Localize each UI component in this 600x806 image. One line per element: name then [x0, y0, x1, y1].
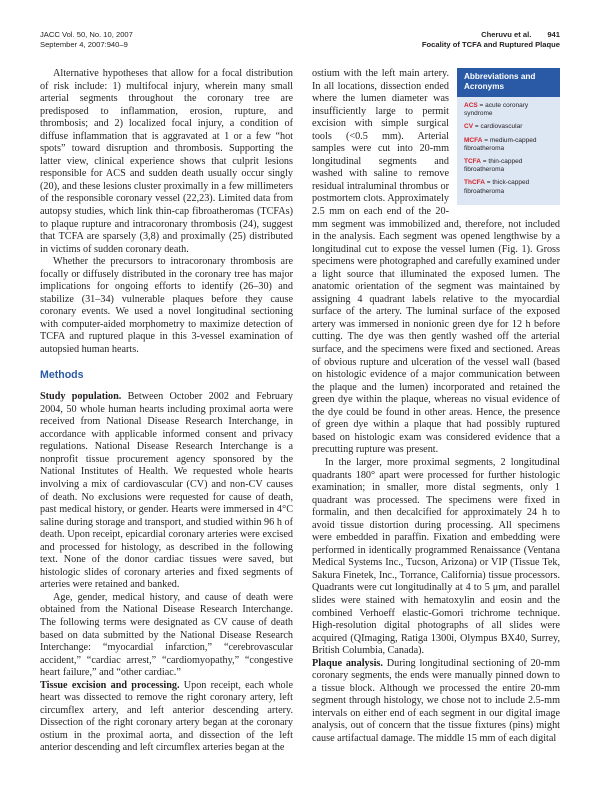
right-column [312, 68, 560, 746]
abbreviation-definition: = thin-capped fibroatheroma [464, 158, 523, 174]
paragraph-plaque-analysis [312, 658, 560, 746]
paragraph-larger-segments: In the larger, more proximal segments, 2 longitudinal quadrants 180° apart were processed for further histologic examination; in smaller, more distal segments, only 1 quadrant was processed. The specimens were fixed in formalin, and then decalcified for approximately 24 h to avoid tissue distortion during processing. All specimens were embedded in paraffin. Fixation and embedding were performed in identically programmed Renaissance (Ventana Medical Systems Inc., Tucson, Arizona) or VIP (Tissue Tek, Sakura Finetek, Inc., Torrance, California) tissue processors. Quadrants were cut longitudinally at 4 to 5 μm, and parallel slides were stained with hematoxylin and eosin and the combined Verhoeff elastic-Gomori trichrome technique. High-resolution digital photographs of all slides were acquired (QImaging, Ratiga 1300i, Olympus BX40, Surrey, British Columbia, Canada). [312, 456, 560, 657]
journal-volume: JACC Vol. 50, No. 10, 2007 [40, 30, 133, 39]
abbreviations-list [457, 97, 560, 205]
runin-tissue-excision: Tissue excision and processing. [40, 679, 180, 691]
article-info [422, 30, 560, 49]
abbreviation-definition: = cardiovascular [474, 123, 523, 131]
abbreviation-item [464, 179, 554, 195]
left-column [40, 68, 293, 755]
abbreviation-term: CV [464, 123, 474, 131]
abbreviation-item [464, 102, 554, 118]
abbreviation-term: ThCFA [464, 179, 485, 187]
abbreviation-item [464, 123, 554, 131]
plaque-analysis-text: During longitudinal sectioning of 20-mm coronary segments, the ends were manually pinned down to a tissue block. Although we processed the entire 20-mm segment through histology, we chose not to include 2.5-mm intervals on either end of each segment in our digital image analysis, out of concern that the tissue fixtures (pins) might cause artifactual damage. The middle 15 mm of each digital [312, 657, 560, 744]
abbreviation-definition: = acute coronary syndrome [464, 102, 529, 118]
journal-citation [40, 30, 133, 49]
abbreviation-definition: = thick-capped fibroatheroma [464, 179, 530, 195]
running-header [40, 30, 560, 54]
abbreviations-title: Abbreviations and Acronyms [457, 68, 560, 97]
paragraph-age-gender: Age, gender, medical history, and cause of death were obtained from the National Disease Research Interchange. The following terms were designated as CV cause of death based on data submitted by the National Disease Research Interchange: “myocardial infarction,” “cerebrovascular accident,” “cardiac arrest,” “cardiomyopathy,” “congestive heart failure,” and “other cardiac.” [40, 591, 293, 679]
study-population-text: Between October 2002 and February 2004, 50 whole human hearts including proximal aorta were received from National Disease Research Interchange, in accordance with applicable informed consent and privacy regulations. National Disease Research Interchange is a nonprofit tissue procurement agency sponsored by the National Institutes of Health. We requested whole hearts involving a mix of cardiovascular (CV) and non-CV causes of death. No exclusions were requested for cause of death, past medical history, or gender. Hearts were immersed in 4°C saline during storage and transport, and studied within 96 h of death. Upon receipt, epicardial coronary arteries were excised and processed for histology, as described in the following text. None of the donor cardiac tissues were saved, but histologic slides of coronary arteries and fixed segments of arteries were retained and banked. [40, 391, 294, 591]
section-heading-methods: Methods [40, 368, 84, 381]
running-title: Focality of TCFA and Ruptured Plaque [421, 39, 560, 49]
abbreviation-term: ACS [464, 102, 478, 109]
abbreviation-term: TCFA [464, 158, 481, 166]
paragraph-dissection-continued: ostium with the left main artery. In all locations, dissection ended where the lumen diameter was insufficiently large to permit excision with simple surgical tools (<0.5 mm). Arterial samples were cut into 20-mm longitudinal segments and washed with saline to remove residual intraluminal thrombus or postmortem clots. Approximately 2.5 mm on each end of the 20-mm segment was immobilized and, therefore, not included in the analysis. Each segment was opened lengthwise by a longitudinal cut to expose the vessel lumen (Fig. 1). Gross specimens were photographed and carefully examined under a light source that illuminated the exposed lumen. The anatomic orientation of the segment was maintained by assigning 4 quadrant labels relative to the myocardial surface of the artery. The luminal surface of the exposed artery was immersed in nonionic green dye for 12 h before cutting. The dye was then gently washed off the arterial surface, and the specimens were fixed and sectioned. Areas of obvious rupture and ulceration of the vessel wall (based on histologic evidence of a major communication between the plaque and the lumen) incorporated and retained the green dye within the plaque, whereas no visual evidence of the dye could be found in other areas. Hence, the presence of green dye within a plaque that had possibly ruptured based on histologic exam was considered evidence that a precutting rupture was present. [312, 68, 560, 456]
paragraph-alternative-hypotheses: Alternative hypotheses that allow for a focal distribution of risk include: 1) multifocal injury, wherein many small arterial segments throughout the coronary tree are predisposed to inflammation, erosion, rupture, and thrombosis; and 2) localized focal injury, a condition of diffuse inflammation that is aggravated at 1 or a few “hot spots” toward disruption and thrombosis. Supporting the latter view, clinical experience shows that culprit lesions responsible for ACS and sudden death usually occur singly (20), and these lesions cluster proximally in a few millimeters of the responsible coronary vessel (22,23). Limited data from autopsy studies, which link thin-cap fibroatheromas (TCFAs) to plaque rupture and intracoronary thrombosis (24), suggest that TCFA are sparsely (3,8) and proximally (25) distributed in victims of sudden coronary death. [40, 68, 293, 255]
tissue-excision-text: Upon receipt, each whole heart was dissected to remove the right coronary artery, left circumflex artery, and left anterior descending artery. Dissection of the right coronary artery began at the coronary ostium in the proximal aorta, and dissection of the left anterior descending and left circumflex arteries began at the [40, 679, 294, 754]
abbreviations-sidebar [457, 68, 560, 205]
runin-plaque-analysis: Plaque analysis. [312, 657, 383, 669]
journal-date-pages: September 4, 2007:940–9 [40, 39, 128, 49]
abbreviation-term: MCFA [464, 136, 483, 144]
runin-study-population: Study population. [40, 391, 122, 403]
abbreviation-item [464, 137, 554, 153]
page-number: 941 [547, 30, 560, 39]
abbreviation-definition: = medium-capped fibroatheroma [464, 136, 537, 152]
paragraph-study-population [40, 391, 293, 592]
paragraph-precursors: Whether the precursors to intracoronary thrombosis are focally or diffusely distributed in the coronary tree has major implications for ongoing efforts to identify (26–30) and stabilize (31–34) vulnerable plaques before they cause coronary events. We used a novel longitudinal sectioning with computer-aided morphometry to maximize detection of TCFA and ruptured plaque in this 3-vessel examination of autopsied human hearts. [40, 256, 293, 356]
abbreviation-item [464, 158, 554, 174]
paragraph-tissue-excision [40, 680, 293, 755]
authors: Cheruvu et al. [481, 30, 532, 39]
